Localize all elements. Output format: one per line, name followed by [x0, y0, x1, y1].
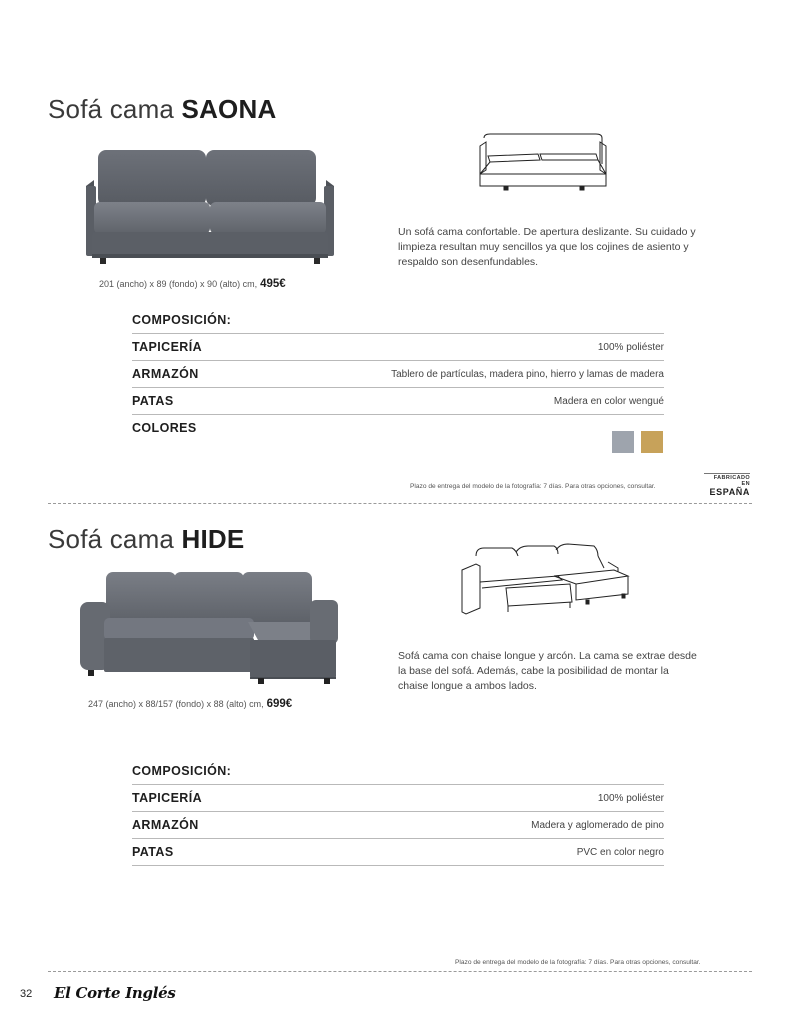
- spec-label: TAPICERÍA: [132, 340, 203, 354]
- badge-big-text: ESPAÑA: [709, 487, 750, 497]
- dimensions-text: 201 (ancho) x 89 (fondo) x 90 (alto) cm,: [99, 279, 258, 289]
- delivery-note-hide: Plazo de entrega del modelo de la fotografía: 7 días. Para otras opciones, consultar.: [455, 959, 701, 966]
- product-title-hide: [48, 524, 244, 555]
- spec-label: COLORES: [132, 421, 197, 435]
- spec-label: PATAS: [132, 394, 174, 408]
- section-divider: [48, 503, 752, 504]
- sofa-hide-diagram: [458, 542, 634, 618]
- spec-row-tapiceria: [132, 784, 664, 811]
- color-swatch-gold: [641, 431, 663, 453]
- composition-heading: COMPOSICIÓN:: [132, 313, 232, 327]
- color-swatch-grey: [612, 431, 634, 453]
- spec-row-tapiceria: [132, 333, 664, 360]
- title-prefix: Sofá cama: [48, 94, 175, 124]
- title-name: HIDE: [181, 524, 245, 554]
- spec-value: 100% poliéster: [597, 792, 664, 804]
- spec-value: PVC en color negro: [576, 846, 664, 858]
- spec-value: Tablero de partículas, madera pino, hierro y lamas de madera: [391, 368, 664, 380]
- description-hide: Sofá cama con chaise longue y arcón. La cama se extrae desde la base del sofá. Además, cabe la posibilidad de montar la chaise longue a ambos lados.: [398, 650, 697, 692]
- sofa-hide-photo: [78, 568, 344, 690]
- price: 495€: [260, 278, 286, 290]
- badge-small-text: FABRICADO EN: [704, 473, 750, 487]
- spec-row-patas: [132, 838, 664, 866]
- made-in-spain-badge: [704, 473, 750, 497]
- composition-table-saona: [132, 310, 664, 441]
- spec-value: Madera en color wengué: [553, 395, 664, 407]
- spec-label: TAPICERÍA: [132, 791, 203, 805]
- title-prefix: Sofá cama: [48, 524, 175, 554]
- sofa-saona-diagram: [476, 130, 612, 196]
- spec-row-armazon: [132, 360, 664, 387]
- spec-row-patas: [132, 387, 664, 414]
- dimensions-text: 247 (ancho) x 88/157 (fondo) x 88 (alto) cm,: [88, 699, 264, 709]
- spec-row-armazon: [132, 811, 664, 838]
- spec-value: 100% poliéster: [597, 341, 664, 353]
- page-number: 32: [20, 988, 33, 1000]
- spec-row-colores: [132, 414, 664, 441]
- composition-table-hide: [132, 761, 664, 866]
- dimensions-saona: [99, 278, 286, 290]
- price: 699€: [266, 698, 293, 710]
- title-name: SAONA: [181, 94, 277, 124]
- spec-label: ARMAZÓN: [132, 818, 199, 832]
- spec-label: ARMAZÓN: [132, 367, 199, 381]
- dimensions-hide: [88, 698, 292, 710]
- composition-heading: COMPOSICIÓN:: [132, 764, 232, 778]
- delivery-note-saona: Plazo de entrega del modelo de la fotografía: 7 días. Para otras opciones, consultar.: [410, 483, 656, 490]
- product-title-saona: [48, 94, 276, 125]
- description-saona: Un sofá cama confortable. De apertura deslizante. Su cuidado y limpieza resultan muy sencillos ya que los cojines de asiento y respaldo son desenfundables.: [398, 226, 696, 268]
- sofa-saona-photo: [82, 146, 338, 270]
- footer-divider: [48, 971, 752, 972]
- brand-logo: El Corte Inglés: [54, 984, 176, 1002]
- spec-label: PATAS: [132, 845, 174, 859]
- spec-value: Madera y aglomerado de pino: [531, 819, 664, 831]
